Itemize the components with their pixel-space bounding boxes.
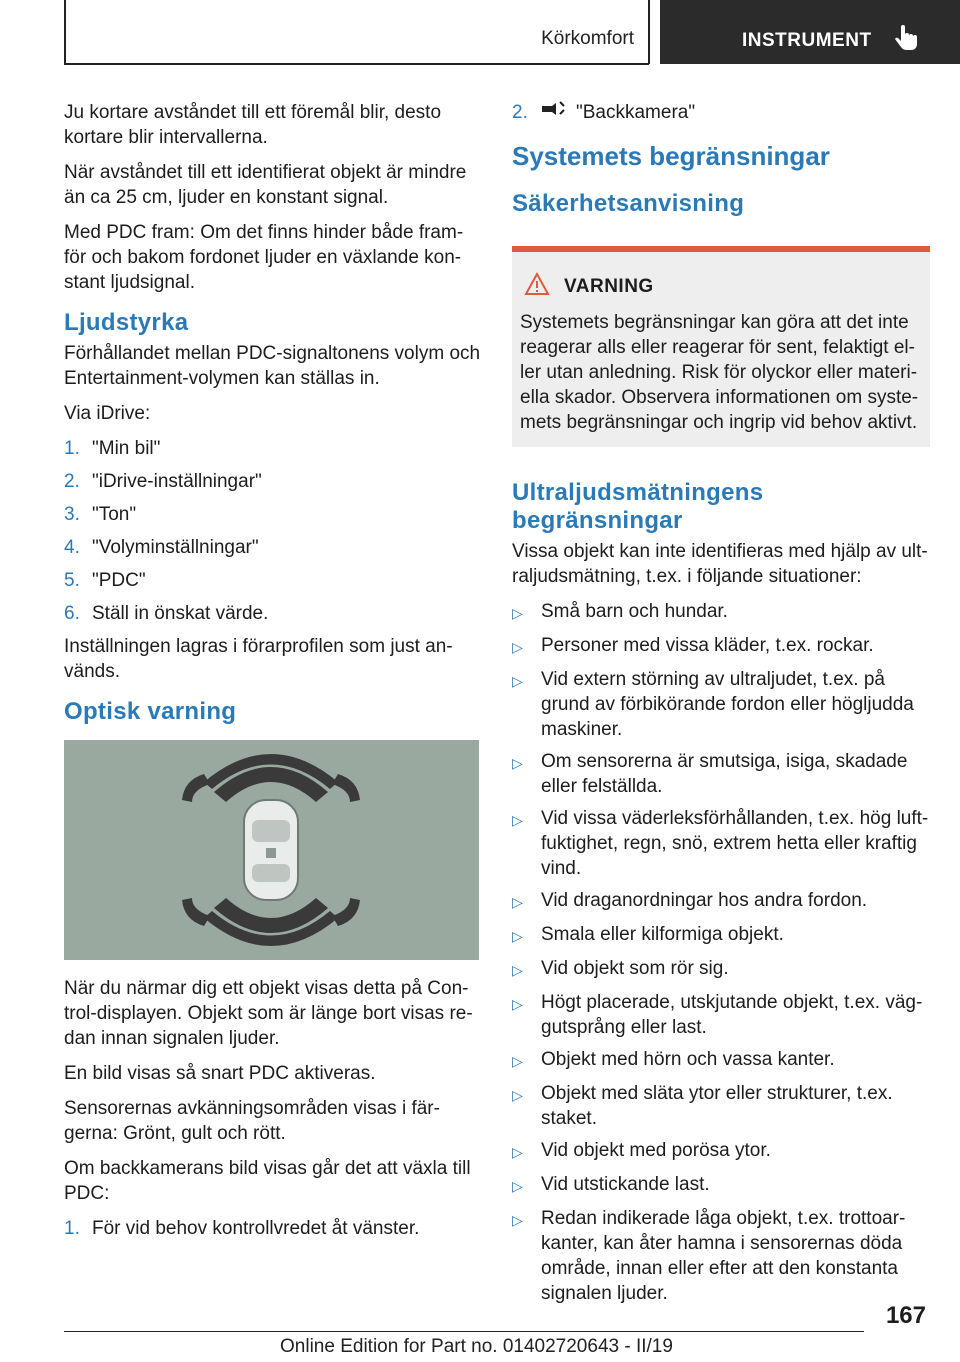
list-item-text: Vid objekt med porösa ytor. — [541, 1140, 771, 1161]
triangle-bullet-icon: ▷ — [512, 1087, 523, 1103]
right-column — [512, 100, 930, 1313]
heading-optical-warning: Optisk varning — [64, 698, 237, 725]
list-item — [512, 1047, 930, 1074]
list-item — [512, 1172, 930, 1199]
footer-divider — [64, 1331, 864, 1332]
list-item-text: Objekt med släta ytor eller strukturer, t.ex. staket. — [541, 1083, 893, 1129]
paragraph: Sensorernas avkänningsområden visas i fär-gerna: Grönt, gult och rött. — [64, 1098, 440, 1144]
triangle-bullet-icon: ▷ — [512, 1053, 523, 1069]
step-text: "Volyminställningar" — [92, 537, 259, 558]
list-item — [64, 535, 482, 560]
hand-pointer-icon — [894, 25, 920, 58]
triangle-bullet-icon: ▷ — [512, 755, 523, 771]
heading-system-limits: Systemets begränsningar — [512, 141, 830, 171]
steps-list-camera — [64, 1216, 482, 1241]
warning-header — [524, 272, 922, 302]
limitations-list — [512, 599, 930, 1306]
triangle-bullet-icon: ▷ — [512, 639, 523, 655]
paragraph: Ju kortare avståndet till ett föremål blir, desto kortare blir intervallerna. — [64, 102, 442, 148]
list-item — [64, 1216, 482, 1241]
steps-list — [64, 436, 482, 626]
step-number: 1. — [64, 438, 80, 459]
list-item — [512, 749, 930, 799]
list-item-text: Vid extern störning av ultraljudet, t.ex. på grund av förbikörande fordon eller högljudda maskiner. — [541, 669, 914, 740]
paragraph: Inställningen lagras i förarprofilen som just an-vänds. — [64, 636, 453, 682]
list-item-text: Personer med vissa kläder, t.ex. rockar. — [541, 635, 874, 656]
paragraph: Vissa objekt kan inte identifieras med hjälp av ult-raljudsmätning, t.ex. i följande situationer: — [512, 541, 928, 587]
triangle-bullet-icon: ▷ — [512, 812, 523, 828]
list-item — [512, 100, 930, 127]
step-number: 2. — [512, 102, 528, 123]
heading-volume: Ljudstyrka — [64, 309, 189, 336]
camera-icon — [540, 100, 566, 127]
triangle-bullet-icon: ▷ — [512, 673, 523, 689]
triangle-bullet-icon: ▷ — [512, 996, 523, 1012]
step-text: "PDC" — [92, 570, 146, 591]
triangle-bullet-icon: ▷ — [512, 962, 523, 978]
step-number: 1. — [64, 1218, 80, 1239]
step-text: Ställ in önskat värde. — [92, 603, 269, 624]
footer-edition: Online Edition for Part no. 01402720643 - II/19 — [280, 1336, 673, 1357]
list-item-text: Högt placerade, utskjutande objekt, t.ex. väg-gutsprång eller last. — [541, 992, 923, 1038]
triangle-bullet-icon: ▷ — [512, 605, 523, 621]
step-text: "Backkamera" — [576, 102, 696, 123]
list-item — [64, 436, 482, 461]
list-item-text: Objekt med hörn och vassa kanter. — [541, 1049, 835, 1070]
list-item-text: Om sensorerna är smutsiga, isiga, skadade eller felställda. — [541, 751, 908, 797]
triangle-bullet-icon: ▷ — [512, 1144, 523, 1160]
list-item — [512, 956, 930, 983]
list-item — [512, 633, 930, 660]
list-item — [512, 990, 930, 1040]
header-chapter-tab — [660, 0, 960, 64]
list-item — [512, 888, 930, 915]
step-text: "Min bil" — [92, 438, 161, 459]
warning-text: Systemets begränsningar kan göra att det inte reagerar alls eller reagerar för sent, felaktigt el-ler utan anledning. Risk för olyckor eller materi-ella skador. Observera informationen om syste-mets begränsningar och ingrip vid behov aktivt. — [520, 312, 919, 433]
list-item-text: Vid objekt som rör sig. — [541, 958, 729, 979]
list-item — [512, 599, 930, 626]
triangle-bullet-icon: ▷ — [512, 1178, 523, 1194]
paragraph: Med PDC fram: Om det finns hinder både fram-för och bakom fordonet ljuder en växlande kon-stant ljudsignal. — [64, 222, 464, 293]
list-item — [64, 469, 482, 494]
header-border-right — [648, 0, 650, 64]
list-item-text: Vid draganordningar hos andra fordon. — [541, 890, 868, 911]
chapter-tab-label: INSTRUMENT — [742, 30, 872, 51]
paragraph: När avståndet till ett identifierat objekt är mindre än ca 25 cm, ljuder en konstant signal. — [64, 162, 467, 208]
heading-safety-notice: Säkerhetsanvisning — [512, 190, 745, 217]
step-number: 6. — [64, 603, 80, 624]
step-number: 5. — [64, 570, 80, 591]
warning-box — [512, 246, 930, 447]
list-item — [64, 502, 482, 527]
warning-triangle-icon — [524, 272, 564, 302]
list-item — [512, 1206, 930, 1306]
list-item-text: Smala eller kilformiga objekt. — [541, 924, 784, 945]
step-text: "Ton" — [92, 504, 137, 525]
list-item — [512, 667, 930, 742]
list-item — [512, 806, 930, 881]
paragraph: Förhållandet mellan PDC-signaltonens volym och Entertainment-volymen kan ställas in. — [64, 343, 481, 389]
triangle-bullet-icon: ▷ — [512, 894, 523, 910]
warning-title: VARNING — [564, 276, 654, 297]
step-number: 3. — [64, 504, 80, 525]
pdc-display-image — [64, 740, 479, 960]
step-text: För vid behov kontrollvredet åt vänster. — [92, 1218, 420, 1239]
paragraph: En bild visas så snart PDC aktiveras. — [64, 1063, 376, 1084]
list-item — [512, 922, 930, 949]
list-item-text: Redan indikerade låga objekt, t.ex. trottoar-kanter, kan åter hamna i sensorernas döda område, innan eller efter att den konstanta signalen ljuder. — [541, 1208, 906, 1304]
steps-list-camera-continued — [512, 100, 930, 127]
list-item — [64, 568, 482, 593]
header-section-title: Körkomfort — [541, 28, 634, 49]
list-item-text: Små barn och hundar. — [541, 601, 728, 622]
header-divider — [64, 63, 649, 65]
list-item — [512, 1138, 930, 1165]
list-item — [512, 1081, 930, 1131]
triangle-bullet-icon: ▷ — [512, 1212, 523, 1228]
list-item-text: Vid utstickande last. — [541, 1174, 710, 1195]
list-item-text: Vid vissa väderleksförhållanden, t.ex. hög luft-fuktighet, regn, snö, extrem hetta eller kraftig vind. — [541, 808, 929, 879]
left-column — [64, 100, 482, 1249]
header-border-left — [64, 0, 66, 64]
paragraph: Om backkamerans bild visas går det att växla till PDC: — [64, 1158, 471, 1204]
triangle-bullet-icon: ▷ — [512, 928, 523, 944]
step-text: "iDrive-inställningar" — [92, 471, 262, 492]
paragraph: Via iDrive: — [64, 403, 151, 424]
page-number: 167 — [885, 1302, 926, 1329]
paragraph: När du närmar dig ett objekt visas detta på Con-trol-displayen. Objekt som är länge bort visas re-dan innan signalen ljuder. — [64, 978, 473, 1049]
list-item — [64, 601, 482, 626]
heading-ultrasonic-limits: Ultraljudsmätningens begränsningar — [512, 479, 764, 534]
step-number: 4. — [64, 537, 80, 558]
step-number: 2. — [64, 471, 80, 492]
